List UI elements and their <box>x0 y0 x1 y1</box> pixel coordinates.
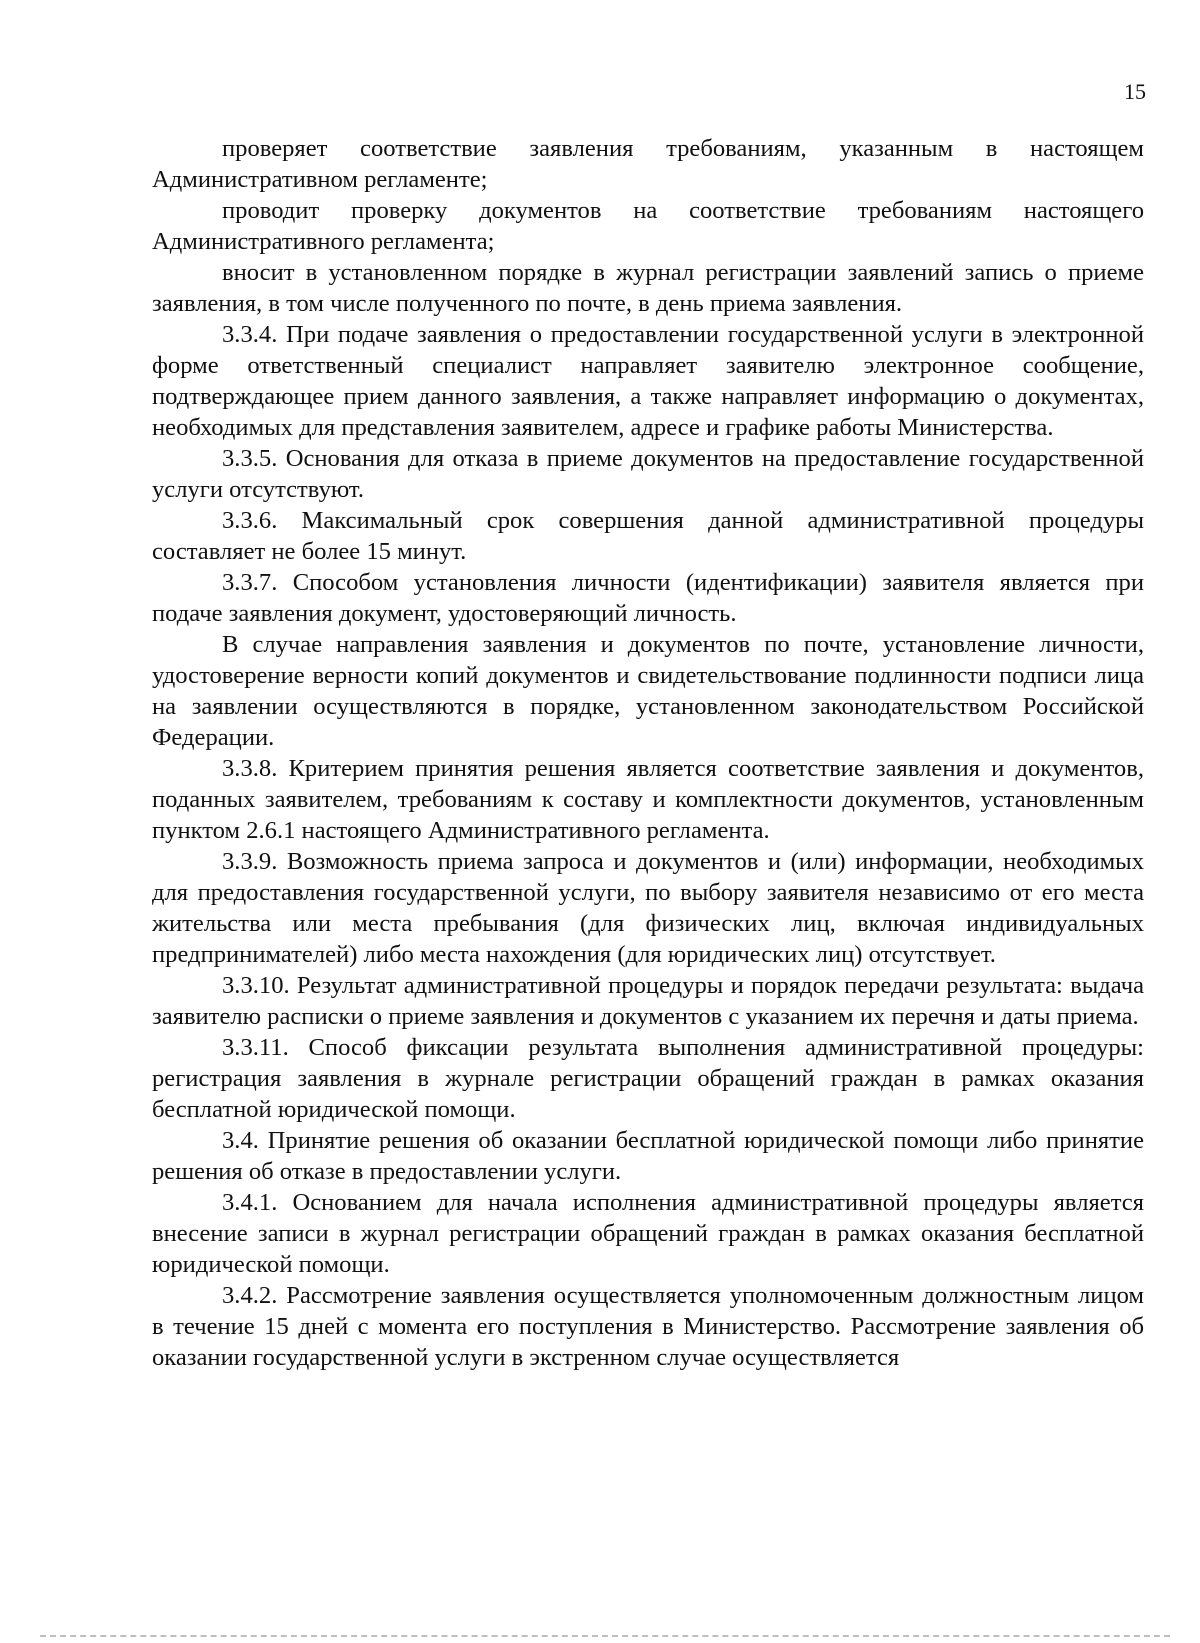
paragraph: 3.3.9. Возможность приема запроса и документов и (или) информации, необходимых для предоставления государственной услуги, по выбору заявителя независимо от его места жительства или места пребывания (для физических лиц, включая индивидуальных предпринимателей) либо места нахождения (для юридических лиц) отсутствует. <box>152 848 1144 968</box>
paragraph: В случае направления заявления и документов по почте, установление личности, удостоверение верности копий документов и свидетельствование подлинности подписи лица на заявлении осуществляются в порядке, установленном законодательством Российской Федерации. <box>152 631 1144 751</box>
scan-edge-line <box>40 1635 1170 1637</box>
paragraph: 3.4.1. Основанием для начала исполнения административной процедуры является внесение записи в журнал регистрации обращений граждан в рамках оказания бесплатной юридической помощи. <box>152 1189 1144 1278</box>
paragraph: 3.3.5. Основания для отказа в приеме документов на предоставление государственной услуги отсутствуют. <box>152 445 1144 503</box>
paragraph: 3.4. Принятие решения об оказании бесплатной юридической помощи либо принятие решения об отказе в предоставлении услуги. <box>152 1127 1144 1185</box>
page-number: 15 <box>1124 79 1146 104</box>
document-body <box>152 133 1144 1373</box>
paragraph: вносит в установленном порядке в журнал регистрации заявлений запись о приеме заявления, в том числе полученного по почте, в день приема заявления. <box>152 259 1144 317</box>
paragraph: 3.3.4. При подаче заявления о предоставлении государственной услуги в электронной форме ответственный специалист направляет заявителю электронное сообщение, подтверждающее прием данного заявления, а также направляет информацию о документах, необходимых для представления заявителем, адресе и графике работы Министерства. <box>152 321 1144 441</box>
paragraph: 3.4.2. Рассмотрение заявления осуществляется уполномоченным должностным лицом в течение 15 дней с момента его поступления в Министерство. Рассмотрение заявления об оказании государственной услуги в экстренном случае осуществляется <box>152 1282 1144 1371</box>
paragraph: проверяет соответствие заявления требованиям, указанным в настоящем Административном регламенте; <box>152 135 1144 193</box>
paragraph: 3.3.10. Результат административной процедуры и порядок передачи результата: выдача заявителю расписки о приеме заявления и документов с указанием их перечня и даты приема. <box>152 972 1144 1030</box>
paragraph: 3.3.8. Критерием принятия решения является соответствие заявления и документов, поданных заявителем, требованиям к составу и комплектности документов, установленным пунктом 2.6.1 настоящего Административного регламента. <box>152 755 1144 844</box>
paragraph: 3.3.7. Способом установления личности (идентификации) заявителя является при подаче заявления документ, удостоверяющий личность. <box>152 569 1144 627</box>
paragraph: 3.3.6. Максимальный срок совершения данной административной процедуры составляет не более 15 минут. <box>152 507 1144 565</box>
paragraph: 3.3.11. Способ фиксации результата выполнения административной процедуры: регистрация заявления в журнале регистрации обращений граждан в рамках оказания бесплатной юридической помощи. <box>152 1034 1144 1123</box>
paragraph: проводит проверку документов на соответствие требованиям настоящего Административного регламента; <box>152 197 1144 255</box>
